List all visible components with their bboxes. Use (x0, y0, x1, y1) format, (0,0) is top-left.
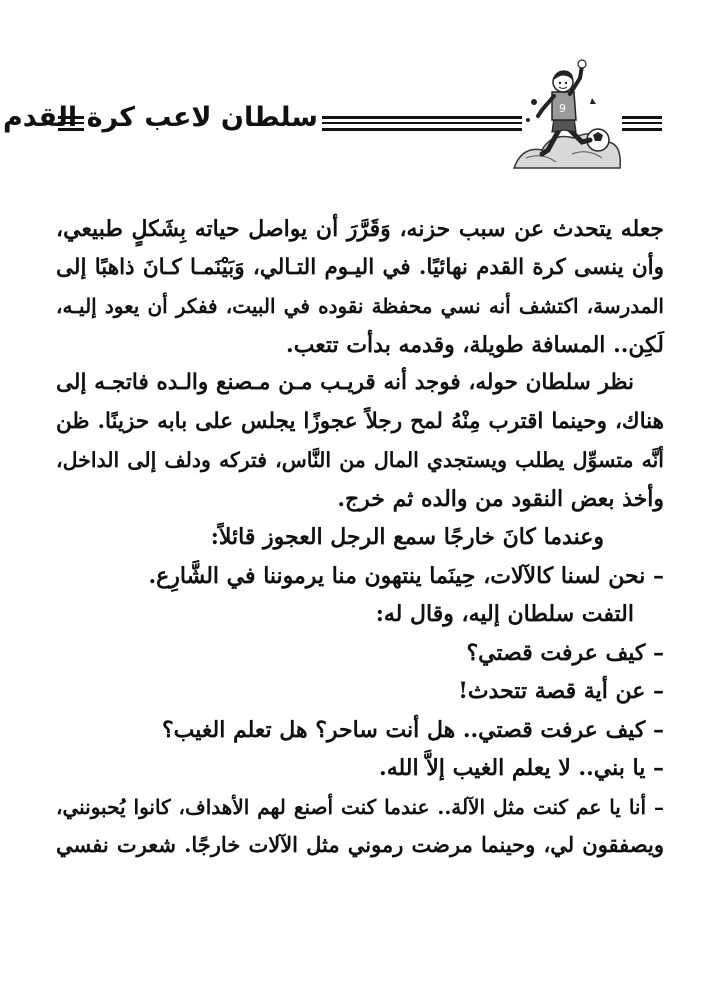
dialogue-line: – كيف عرفت قصتي؟ (466, 639, 664, 666)
text-line: ويصفقون لي، وحينما مرضت رموني مثل الآلات خارجًا. شعرت نفسي (56, 832, 664, 857)
text-line: وأخذ بعض النقود من والده ثم خرج. (337, 485, 664, 512)
dialogue-line: – كيف عرفت قصتي.. هل أنت ساحر؟ هل تعلم الغيب؟ (161, 716, 664, 743)
svg-text:9: 9 (559, 102, 566, 115)
chapter-title: سلطان لاعب كرة القدم (2, 102, 318, 133)
dialogue-line: – عن أية قصة تتحدث! (458, 678, 664, 704)
dialogue-line: – أنا يا عم كنت مثل الآلة.. عندما كنت أصنع لهم الأهداف، كانوا يُحبونني، (56, 794, 664, 819)
text-line: لَكِن.. المسافة طويلة، وقدمه بدأت تتعب. (286, 331, 664, 358)
chapter-header (2, 58, 680, 188)
dialogue-line: – نحن لسنا كالآلات، حِينَما ينتهون منا يرموننا في الشَّارِع. (148, 562, 664, 589)
text-line: التفت سلطان إليه، وقال له: (375, 601, 634, 627)
football-player-illustration (512, 58, 622, 178)
text-line: وعندما كانَ خارجًا سمع الرجل العجوز قائلاً: (210, 524, 604, 550)
title-rule-middle (322, 116, 522, 131)
dialogue-line: – يا بني.. لا يعلم الغيب إلاَّ الله. (379, 755, 664, 781)
text-line: جعله يتحدث عن سبب حزنه، وَقَرَّرَ أن يواصل حياته بِشَكلٍ طبيعي، (56, 216, 664, 242)
text-line: المدرسة، اكتشف أنه نسي محفظة نقوده في البيت، ففكر أن يعود إليـه، (56, 294, 664, 318)
text-line: وأن ينسى كرة القدم نهائيًا. في اليـوم التـالي، وَبَيْنَمـا كـانَ ذاهبًا إلى (56, 254, 664, 280)
text-line: نظر سلطان حوله، فوجد أنه قريـب مـن مـصنع والـده فاتجـه إلى (56, 370, 634, 395)
text-line: أنَّه متسوِّل يطلب ويستجدي المال من النَّاس، فتركه ودلف إلى الداخل، (56, 448, 664, 472)
story-text (56, 210, 664, 865)
title-rule-right (622, 116, 662, 131)
text-line: هناك، وحينما اقترب مِنْهُ لمح رجلاً عجوزًا يجلس على بابه حزينًا. ظن (56, 408, 664, 434)
